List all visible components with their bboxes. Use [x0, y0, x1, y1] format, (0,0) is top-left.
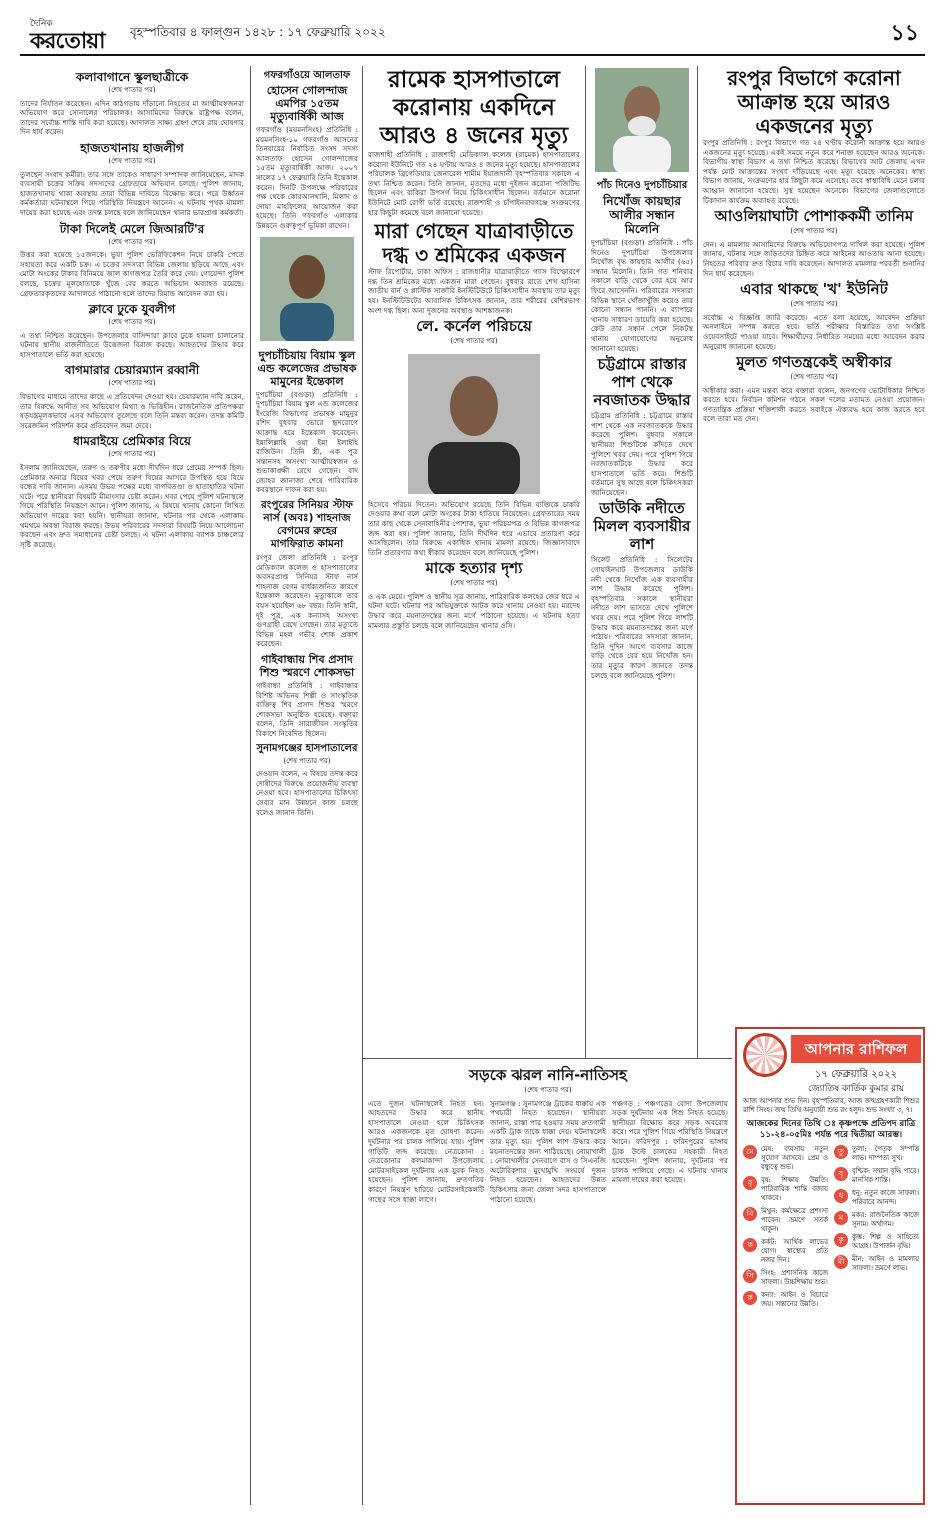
- zodiac-sign-entry: [743, 1291, 828, 1309]
- article-body: চট্টগ্রাম প্রতিনিধি : চট্টগ্রামে রাস্তার পাশ থেকে এক নবজাতককে উদ্ধার করেছে পুলিশ। বুধবার সকালে স্থানীয়রা শিশুটিকে কাঁদতে দেখে পুলিশে খবর দেয়। পরে পুলিশ গিয়ে নবজাতকটিকে উদ্ধার করে হাসপাতালে ভর্তি করে। শিশুটি বর্তমানে সুস্থ আছে বলে চিকিৎসকরা জানিয়েছেন।: [591, 411, 693, 497]
- article-body: দুপচাঁচিয়া (বগুড়া) প্রতিনিধি : পাঁচ দিনেও দুপচাঁচিয়া উপজেলার নিখোঁজ বৃদ্ধ কায়ছার আলীর (৬৫) সন্ধান মিলেনি। তিনি গত শনিবার সকালে বাড়ি থেকে বের হয়ে আর ফিরে আসেননি। পরিবারের সদস্যরা বিভিন্ন স্থানে খোঁজাখুঁজি করেও তার কোনো সন্ধান পাননি। এ ব্যাপারে থানায় সাধারণ ডায়েরি করা হয়েছে। কেউ তার সন্ধান পেলে নিকটস্থ থানায় যোগাযোগের অনুরোধ জানানো হয়েছে।: [591, 238, 693, 353]
- article-body: ও এক মেয়ে। পুলিশ ও স্থানীয় সূত্র জানায়, পারিবারিক কলহের জের ধরে এ ঘটনা ঘটে। ঘটনার পর অভিযুক্তকে আটক করে থানায় নেওয়া হয়। মরদেহ উদ্ধার করে ময়নাতদন্তের জন্য মর্গে পাঠানো হয়েছে। এ ঘটনায় হত্যা মামলার প্রস্তুতি চলছে বলে জানিয়েছেন থানার ওসি।: [368, 591, 580, 630]
- sign-column: [834, 1145, 919, 1313]
- zodiac-sign-icon: কু: [834, 1233, 848, 1247]
- zodiac-sign-icon: ক: [743, 1238, 757, 1252]
- zodiac-sign-text: সিংহ: প্রশাসনিক কাজে সাফল্য। উচ্চশিক্ষায় শুভ।: [761, 1269, 828, 1286]
- horoscope-body: [743, 1097, 919, 1313]
- article-body: হিসেবে পরিচয় দিতেন। অভিযোগ রয়েছে তিনি বিভিন্ন ব্যক্তিকে চাকরি দেওয়ার কথা বলে মোটা অংকের টাকা হাতিয়ে নিয়েছেন। গ্রেফতারের সময় তার কাছ থেকে সেনাবাহিনীর পোশাক, ভুয়া পরিচয়পত্র ও বিভিন্ন কাগজপত্র জব্দ করা হয়। পুলিশ জানায়, তিনি দীর্ঘদিন ধরে এভাবে প্রতারণা করে আসছিলেন। তার বিরুদ্ধে একাধিক থানায় মামলা রয়েছে। জিজ্ঞাসাবাদে তিনি প্রতারণার কথা স্বীকার করেছেন বলে জানিয়েছে পুলিশ।: [368, 499, 580, 557]
- zodiac-sign-icon: মে: [743, 1145, 757, 1159]
- zodiac-sign-entry: [743, 1176, 828, 1203]
- portrait-photo: [595, 68, 689, 172]
- portrait-photo: [260, 237, 354, 341]
- continued-note: (শেষ পাতার পর): [108, 156, 156, 165]
- continued-note: (শেষ পাতার পর): [283, 756, 331, 765]
- column-divider: [585, 66, 586, 1059]
- article-body: দুপচাঁচিয়া (বগুড়া) প্রতিনিধি : দুপচাঁচিয়া বিয়াম স্কুল এন্ড কলেজের ইংরেজি বিভাগের প্রভাষক মামুনুর রশিদ বুধবার ভোরে হৃদরোগে আক্রান্ত হয়ে ইন্তেকাল করেছেন। ইন্নালিল্লাহি ওয়া ইন্না ইলাইহি রাজিউন। তিনি স্ত্রী, এক পুত্র সন্তানসহ অসংখ্য আত্মীয়স্বজন ও শুভাকাঙ্ক্ষী রেখে গেছেন। বাদ জোহর জানাজা শেষে পারিবারিক কবরস্থানে দাফন করা হয়।: [256, 389, 358, 495]
- article-body: অস্বীকার করা। এমন মন্তব্য করে বক্তারা বলেন, জনগণের ভোটাধিকার নিশ্চিত করতে হবে। নির্বাচন কমিশন গঠনে সকল দলের মতামত নেওয়া প্রয়োজন। গণতান্ত্রিক প্রক্রিয়া শক্তিশালী করতে সবাইকে ঐক্যবদ্ধ হয়ে কাজ করতে হবে বলে তারা মত দেন।: [703, 385, 925, 424]
- photo-slot: [368, 350, 580, 500]
- zodiac-sign-text: মেষ: ব্যবসায় নতুন সুযোগ আসবে। প্রেম ও বন্ধুত্বে শুভ।: [761, 1145, 828, 1171]
- headline: রংপুরের সিনিয়র স্টাফ নার্স (অবঃ) শাহনাজ বেগমের রুহের মাগফিরাত কামনা: [261, 499, 353, 551]
- article-body: সিলেট প্রতিনিধি : সিলেটের গোয়াইনঘাট উপজেলার ডাউকি নদী থেকে নিখোঁজ এক ব্যবসায়ীর লাশ উদ্ধার করেছে পুলিশ। বৃহস্পতিবার সকালে স্থানীয়রা নদীতে লাশ ভাসতে দেখে পুলিশে খবর দেয়। পরে পুলিশ গিয়ে লাশটি উদ্ধার করে ময়নাতদন্তের জন্য মর্গে পাঠায়। পরিবারের সদস্যরা জানান, তিনি দুদিন আগে ব্যবসার কাজে বাড়ি থেকে বের হয়ে নিখোঁজ হন। তার মৃত্যুর কারণ জানতে তদন্ত চলছে বলে জানিয়েছে পুলিশ।: [591, 555, 693, 680]
- continued-note: (শেষ পাতার পর): [450, 337, 498, 346]
- headline: ক্লাবে ঢুকে যুবলীগ: [88, 302, 176, 317]
- headline: বাগমারার চেয়ারম্যান রব্বানী: [64, 363, 200, 378]
- article-body: সর্বোচ্চ এ বিজ্ঞপ্তি জারি করেছে। এতে বলা হয়েছে, আবেদন প্রক্রিয়া অনলাইনে সম্পন্ন করতে হবে। ভর্তি পরীক্ষার বিস্তারিত তথ্য সংশ্লিষ্ট ওয়েবসাইটে পাওয়া যাবে। শিক্ষার্থীদের নির্ধারিত সময়ের মধ্যে আবেদন করার অনুরোধ জানানো হয়েছে।: [703, 312, 925, 351]
- zodiac-sign-text: মিথুন: কর্মক্ষেত্রে প্রশংসা পাবেন। ভ্রমণে সতর্ক থাকুন।: [761, 1207, 828, 1233]
- zodiac-sign-icon: ধ: [834, 1189, 848, 1203]
- page-number: ১১: [890, 21, 919, 46]
- column-divider: [250, 66, 251, 1505]
- zodiac-sign-entry: [743, 1207, 828, 1234]
- headline: হাজতখানায় হাজলীগ: [80, 140, 184, 155]
- article-body: রংপুর জেলা প্রতিনিধি : রংপুর মেডিক্যাল কলেজ ও হাসপাতালের অবসরপ্রাপ্ত সিনিয়র স্টাফ নার্স শাহনাজ বেগম বার্ধক্যজনিত কারণে ইন্তেকাল করেছেন। মৃত্যুকালে তার বয়স হয়েছিল ৬৮ বছর। তিনি স্বামী, দুই পুত্র, এক কন্যাসহ অসংখ্য গুণগ্রাহী রেখে গেছেন। তার মৃত্যুতে বিভিন্ন মহল গভীর শোক প্রকাশ করেছেন।: [256, 553, 358, 649]
- zodiac-sign-icon: সি: [743, 1269, 757, 1283]
- headline: সড়কে ঝরল নানি-নাতিসহ: [469, 1066, 627, 1084]
- zodiac-sign-icon: ম: [834, 1211, 848, 1225]
- article-body: দেন। এ মামলায় আসামিদের বিরুদ্ধে অভিযোগপত্র দাখিল করা হয়েছে। পুলিশ জানায়, ঘটনার সঙ্গে জড়িতদের চিহ্নিত করে আইনের আওতায় আনা হয়েছে। নিহতের পরিবার দ্রুত বিচার দাবি করেছেন। আদালত মামলার পরবর্তী শুনানির দিন ধার্য করেছেন।: [703, 239, 925, 278]
- headline: মুলত গণতন্ত্রকেই অস্বীকার: [736, 353, 892, 372]
- headline-kicker: পাঁচ দিনেও দুপচাঁচিয়ার: [596, 180, 688, 191]
- logo-title: করতোয়া: [30, 29, 105, 54]
- zodiac-sign-icon: ক: [743, 1291, 757, 1305]
- article-body: স্টাফ রিপোর্টার, ঢাকা অফিস : রাজধানীর যাত্রাবাড়ীতে গ্যাস বিস্ফোরণে দগ্ধ তিন শ্রমিকের মধ্যে একজন মারা গেছেন। বুধবার রাতে শেখ হাসিনা জাতীয় বার্ন ও প্লাস্টিক সার্জারি ইনস্টিটিউটে চিকিৎসাধীন অবস্থায় তার মৃত্যু হয়। ইনস্টিটিউটের আবাসিক চিকিৎসক জানান, তার শরীরের বেশিরভাগ অংশ দগ্ধ ছিল। অন্য দুজনের অবস্থাও আশঙ্কাজনক।: [368, 267, 580, 315]
- horoscope-tithi: আজকের দিনের তিথি ঃ কৃষ্ণপক্ষে প্রতিপদ রাত্রি ১১-২৪-০৫মিঃ পর্যন্ত পরে দ্বিতীয়া আরম্ভ।: [746, 1119, 916, 1140]
- headline: নিখোঁজ কায়ছার আলীর সন্ধান মিলেনি: [603, 194, 681, 236]
- article-body: ইসলাম জানিয়েছেন, তরুণ ও তরুণীর মধ্যে দীর্ঘদিন ধরে প্রেমের সম্পর্ক ছিল। প্রেমিকার অন্যত্র বিয়ের খবর পেয়ে তরুণ বিয়ের আসরে উপস্থিত হয়ে বিয়ে বন্ধের দাবি জানান। এসময় উভয় পক্ষের মধ্যে বাগবিতণ্ডা ও হাতাহাতির ঘটনা ঘটে। পরে স্থানীয়রা বিষয়টি মীমাংসার চেষ্টা করেন। খবর পেয়ে পুলিশ ঘটনাস্থলে গিয়ে পরিস্থিতি নিয়ন্ত্রণে আনে। পুলিশ জানায়, এ বিষয়ে থানায় কোনো লিখিত অভিযোগ দায়ের করা হয়নি। স্থানীয়রা জানান, ঘটনার পর থেকে এলাকায় থমথমে অবস্থা বিরাজ করছে। উভয় পরিবারের সদস্যরা বিষয়টি নিয়ে আলোচনা করছেন এবং দ্রুত সমাধানের চেষ্টা চলছে। এ ঘটনা এলাকায় ব্যাপক চাঞ্চল্যের সৃষ্টি করেছে।: [20, 463, 244, 549]
- portrait-photo: [408, 354, 540, 494]
- zodiac-sign-icon: মী: [834, 1255, 848, 1269]
- zodiac-sign-icon: তু: [834, 1145, 848, 1159]
- column-local: [591, 66, 693, 1056]
- zodiac-sign-text: ধনু: নতুন কাজে সাফল্য। পরিবারে আনন্দ।: [852, 1189, 919, 1206]
- multi-column-body: [368, 1099, 728, 1207]
- continued-note: (শেষ পাতার পর): [108, 237, 156, 246]
- sign-grid: [743, 1145, 919, 1313]
- headline: চট্টগ্রামে রাস্তার পাশ থেকে নবজাতক উদ্ধার: [593, 355, 691, 410]
- headline: হোসেন গোলন্দাজ এমপির ১৫তম মৃত্যুবার্ষিকী আজ: [266, 84, 348, 123]
- section-rule: [362, 1058, 732, 1059]
- horoscope-box: [735, 1027, 925, 1505]
- zodiac-sign-entry: [834, 1255, 919, 1273]
- article-body: তুলছেন সংবাদ কর্মীরা। তার সঙ্গে তাকেও সাধারণ সম্পাদক জানিয়েছেন, মাদক ব্যবসায়ী চক্রের সক্রিয় সদস্যদের গ্রেফতারে অভিযান চলছে। পুলিশ জানায়, হাজতখানায় থাকা অবস্থায় তারা বিভিন্ন দাবিতে বিক্ষোভ করে। পরে উর্ধ্বতন কর্মকর্তারা ঘটনাস্থলে গিয়ে পরিস্থিতি নিয়ন্ত্রণে আনেন। এ ঘটনায় পৃথক মামলা দায়ের করা হয়েছে এবং তদন্ত চলছে বলে জানিয়েছেন থানার ভারপ্রাপ্ত কর্মকর্তা।: [20, 169, 244, 217]
- zodiac-sign-text: তুলা: পৈতৃক সম্পত্তি লাভ। দাম্পত্য সুখ।: [852, 1145, 919, 1162]
- lead-headline: রামেক হাসপাতালে করোনায় একদিনে আরও ৪ জনের মৃত্যু: [379, 67, 569, 149]
- zodiac-sign-text: মকর: রাজনৈতিক কাজে সুনাম। অর্থাগম।: [852, 1211, 919, 1228]
- masthead-rule: [20, 54, 925, 56]
- column-divider: [362, 66, 363, 1505]
- issue-date: বৃহস্পতিবার ৪ ফাল্গুন ১৪২৮ : ১৭ ফেব্রুয়ারি ২০২২: [130, 25, 386, 39]
- zodiac-sign-text: মীন: আইন ও মামলায় সাফল্য। ভ্রমণে লাভ।: [852, 1255, 919, 1272]
- masthead: [20, 10, 925, 60]
- article-body: রংপুর প্রতিনিধি : রংপুর বিভাগে গত ২৪ ঘণ্টায় করোনা আক্রান্ত হয়ে আরও একজনের মৃত্যু হয়েছে। একই সময়ে নতুন করে শনাক্ত হয়েছেন আরও অনেকে। বিভাগীয় স্বাস্থ্য বিভাগ এ তথ্য নিশ্চিত করেছে। বিভাগের আট জেলায় এখন পর্যন্ত মোট আক্রান্তের সংখ্যা দাঁড়িয়েছে এবং মৃত্যু হয়েছে অনেকের। স্বাস্থ্য বিভাগ জানায়, সংক্রমণের হার কিছুটা কমে এসেছে। তবে স্বাস্থ্যবিধি মেনে চলার আহ্বান জানানো হয়েছে। সুস্থ হয়েছেন অনেকে। বিভাগের জেলাগুলোতে টিকাদান কার্যক্রম অব্যাহত রয়েছে।: [703, 138, 925, 205]
- horoscope-date: ১৭ ফেব্রুয়ারি ২০২২: [814, 1069, 898, 1080]
- article-body: পঞ্চগড় : পঞ্চগড়ের বোদা উপজেলায় সড়ক দুর্ঘটনায় এক শিশু নিহত হয়েছে। স্থানীয়রা বিক্ষোভ করে সড়ক অবরোধ করে। পরে পুলিশ গিয়ে পরিস্থিতি নিয়ন্ত্রণে আনে। ফরিদপুর : ফরিদপুরের ভাঙ্গায় ট্রাক উল্টে চালকের সহকারী নিহত হয়েছেন। পুলিশ জানায়, দুর্ঘটনার পর চালক পালিয়ে গেছে। এ ঘটনায় থানায় মামলা দায়ের করা হয়েছে।: [612, 1098, 728, 1185]
- article-body: এতে দুজন ঘটনাস্থলেই নিহত হন। আহতদের উদ্ধার করে স্থানীয় হাসপাতালে নেওয়া হলে চিকিৎসক আরও একজনকে মৃত ঘোষণা করেন। দুর্ঘটনার পর চালক পালিয়ে যায়। পুলিশ গাড়িটি জব্দ করেছে। নেত্রকোনা : নেত্রকোনার কলমাকান্দা উপজেলায় মোটরসাইকেল দুর্ঘটনায় এক যুবক নিহত হয়েছেন। পুলিশ জানায়, দ্রুতগতির কারণে নিয়ন্ত্রণ হারিয়ে মোটরসাইকেলটি গাছের সঙ্গে ধাক্কা লাগে।: [368, 1098, 484, 1204]
- horoscope-title: আপনার রাশিফল: [791, 1035, 921, 1063]
- zodiac-sign-entry: [834, 1145, 919, 1163]
- zodiac-sign-entry: [834, 1211, 919, 1229]
- headline: ধামরাইয়ে প্রেমিকার বিয়ে: [73, 434, 191, 449]
- article-body: সুনামগঞ্জ : সুনামগঞ্জে ট্রাকের ধাক্কায় এক পথচারী নিহত হয়েছেন। স্থানীয়রা জানান, রাস্তা পার হওয়ার সময় দ্রুতগামী একটি ট্রাক তাকে ধাক্কা দেয়। ঘটনাস্থলেই তার মৃত্যু হয়। পুলিশ লাশ উদ্ধার করে ময়নাতদন্তের জন্য পাঠিয়েছে। নোয়াখালী : নোয়াখালীর সেনবাগে বাস ও সিএনজি অটোরিকশার মুখোমুখি সংঘর্ষে দুজন নিহত হয়েছেন। আহতদের উন্নত চিকিৎসার জন্য জেলা সদর হাসপাতালে পাঠানো হয়েছে।: [490, 1098, 606, 1204]
- article-body: রাজশাহী প্রতিনিধি : রাজশাহী মেডিক্যাল কলেজ (রামেক) হাসপাতালের করোনা ইউনিটে গত ২৪ ঘণ্টায় আরও ৪ জনের মৃত্যু হয়েছে। হাসপাতালের পরিচালক ব্রিগেডিয়ার জেনারেল শামীম ইয়াজদানী বৃহস্পতিবার সকালে এ তথ্য নিশ্চিত করেন। তিনি জানান, মৃতদের মধ্যে দুইজন করোনা পজিটিভ ছিলেন এবং বাকিরা উপসর্গ নিয়ে চিকিৎসাধীন ছিলেন। বর্তমানে করোনা ইউনিটে মোট রোগী ভর্তি রয়েছে। রাজশাহী ও চাঁপাইনবাবগঞ্জে সংক্রমণের হার কিছুটা কমেছে বলে জানানো হয়েছে।: [368, 150, 580, 217]
- zodiac-sign-entry: [834, 1189, 919, 1207]
- continued-note: (শেষ পাতার পর): [108, 450, 156, 459]
- sign-column: [743, 1145, 828, 1313]
- continued-note: (শেষ পাতার পর): [108, 318, 156, 327]
- zodiac-sign-text: কন্যা: আইন ও বিচারে জয়। সন্তানের উন্নতি।: [761, 1291, 828, 1308]
- article-body: বিভাগের মাধ্যমে তাদের কাছে এ প্রতিবেদন দেওয়া হয়। চেয়ারম্যান দাবি করেন, তার বিরুদ্ধে আনীত সব অভিযোগ মিথ্যা ও ভিত্তিহীন। রাজনৈতিক প্রতিপক্ষরা ষড়যন্ত্রমূলকভাবে এসব অভিযোগ তুলেছে বলে তিনি মন্তব্য করেন। তদন্ত কমিটি সরেজমিন পরিদর্শন করে প্রতিবেদন জমা দেবে।: [20, 392, 244, 430]
- headline: গাইবান্ধায় শিব প্রসাদ শিশু স্মরণে শোকসভা: [259, 653, 355, 679]
- zodiac-sign-icon: মি: [743, 1207, 757, 1221]
- zodiac-sign-icon: বৃ: [834, 1167, 848, 1181]
- headline: আওলিয়াঘাটা পোশাককর্মী তানিম: [714, 207, 914, 226]
- headline: সুনামগঞ্জের হাসপাতালের: [256, 742, 358, 754]
- zodiac-sign-text: বৃষ: শিক্ষায় উন্নতি। পারিবারিক শান্তি বজায় থাকবে।: [761, 1176, 828, 1202]
- headline: কলাবাগানে স্কুলছাত্রীকে: [75, 70, 189, 84]
- article-body: তাদের নির্যাতন করেছেন। এদিন কাঠগড়ায় দাঁড়ানো নিহতের মা আত্মীয়স্বজনরা অভিযোগ করে সোনালের পরিচালক। আসামিদের বিরুদ্ধে রাষ্ট্রপক্ষ বলেন, তাদের সর্বোচ্চ শাস্তি দাবি করা হয়েছে। আদালত সাক্ষ্য গ্রহণ শেষে রায় ঘোষণার দিন ধার্য করেন।: [20, 98, 244, 137]
- headline: মাকে হত্যার দৃশ্য: [425, 559, 523, 578]
- column-left: [20, 66, 244, 1506]
- column-divider: [697, 66, 698, 1059]
- zodiac-wheel-icon: [743, 1033, 787, 1077]
- column-obituaries: [256, 66, 358, 1506]
- continued-note: (শেষ পাতার পর): [790, 373, 838, 382]
- headline: লে. কর্নেল পরিচয়ে: [416, 317, 532, 336]
- zodiac-sign-icon: বৃ: [743, 1176, 757, 1190]
- photo-slot: [591, 66, 693, 176]
- article-body: গাইবান্ধা প্রতিনিধি : গাইবান্ধার বিশিষ্ট অভিনয় শিল্পী ও সাংস্কৃতিক ব্যক্তিত্ব শিব প্রসাদ শিশুর স্মরণে শোকসভা অনুষ্ঠিত হয়েছে। বক্তারা বলেন, তিনি সারাজীবন সংস্কৃতির বিকাশে নিবেদিত ছিলেন।: [256, 681, 358, 738]
- headline: টাকা দিলেই মেলে জিআরটি'র: [59, 221, 205, 236]
- article-body: উত্তর করা হয়েছে ১৫জনকে। ভুয়া পুলিশ ভেরিফিকেশন নিয়ে চাকরি পেতে সহায়তা করে একটি চক্র। এ চক্রের সদস্যরা বিভিন্ন জেলায় ছড়িয়ে আছে এবং মোটা অংকের টাকার বিনিময়ে জাল কাগজপত্র তৈরি করে দেয়। গোয়েন্দা পুলিশ বলছে, চক্রের মূলহোতাকে খুঁজে বের করতে অভিযান অব্যাহত রয়েছে। গ্রেফতারকৃতদের আদালতে পাঠানো হলে তাদের রিমান্ড আবেদন করা হয়।: [20, 250, 244, 298]
- headline: রংপুর বিভাগে করোনা আক্রান্ত হয়ে আরও একজনের মৃত্যু: [727, 66, 901, 138]
- continued-note: (শেষ পাতার পর): [450, 579, 498, 588]
- zodiac-sign-entry: [743, 1238, 828, 1265]
- zodiac-sign-text: কুম্ভ: শিল্প ও সাহিত্যে আগ্রহ। উপার্জন বৃদ্ধি।: [852, 1233, 919, 1250]
- headline-kicker: গফরগাঁওয়ে আলতাফ: [263, 70, 351, 81]
- headline: দুপচাঁচিয়ায় বিয়াম স্কুল এন্ড কলেজের প্রভাষক মামুনের ইন্তেকাল: [257, 348, 357, 388]
- continued-note: (শেষ পাতার পর): [790, 300, 838, 309]
- article-body: দেওয়ান বলেন, এ বিষয়ে তদন্ত করে দোষীদের বিরুদ্ধে প্রয়োজনীয় ব্যবস্থা নেওয়া হবে। হাসপাতালের চিকিৎসা সেবার মান উন্নয়নে কাজ চলছে বলেও জানান তিনি।: [256, 769, 358, 817]
- column-center: [368, 66, 580, 1056]
- continued-note: (শেষ পাতার পর): [108, 86, 156, 94]
- continued-note: (শেষ পাতার পর): [524, 1086, 572, 1094]
- newspaper-logo: [30, 16, 122, 56]
- column-right: [703, 66, 925, 1022]
- article-body: গফরগাঁও (ময়মনসিংহ) প্রতিনিধি : ময়মনসিংহ-১০ গফরগাঁও আসনের তিনবারের নির্বাচিত সংসদ সদস্য আলতাফ হোসেন গোলন্দাজের ১৫তম মৃত্যুবার্ষিকী আজ। ২০০৭ সালের ১৭ ফেব্রুয়ারি তিনি ইন্তেকাল করেন। দিনটি উপলক্ষে পরিবারের পক্ষ থেকে কোরআনখানি, মিলাদ ও দোয়া মাহফিলের আয়োজন করা হয়েছে। তিনি গফরগাঁও এলাকার উন্নয়নে গুরুত্বপূর্ণ ভূমিকা রাখেন।: [256, 125, 358, 230]
- logo-small-text: দৈনিক: [30, 19, 53, 29]
- continued-note: (শেষ পাতার পর): [790, 227, 838, 236]
- zodiac-sign-text: বৃশ্চিক: সম্মান বৃদ্ধি পাবে। মানসিক শান্তি।: [852, 1167, 919, 1184]
- horoscope-author: জ্যোতিষ কার্তিক কুমার রায়: [807, 1084, 905, 1094]
- zodiac-sign-entry: [834, 1167, 919, 1185]
- zodiac-sign-entry: [743, 1145, 828, 1172]
- zodiac-sign-entry: [743, 1269, 828, 1287]
- headline: মারা গেছেন যাত্রাবাড়ীতে দগ্ধ ৩ শ্রমিকের একজন: [374, 219, 574, 268]
- headline: ডাউকি নদীতে মিলল ব্যবসায়ীর লাশ: [593, 499, 691, 554]
- photo-slot: [256, 233, 358, 345]
- road-accident-section: [368, 1064, 728, 1506]
- headline: এবার থাকছে 'খ' ইউনিট: [740, 280, 888, 299]
- zodiac-sign-entry: [834, 1233, 919, 1251]
- continued-note: (শেষ পাতার পর): [108, 379, 156, 388]
- article-body: এ তথ্য নিশ্চিত করেছেন। উপজেলার বাসিন্দারা ক্লাবে ঢুকে হামলা চালানোর ঘটনায় স্থানীয় রাজনীতিতে উত্তেজনা বিরাজ করছে। আহতদের উদ্ধার করে হাসপাতালে ভর্তি করা হয়েছে।: [20, 330, 244, 359]
- zodiac-sign-text: কর্কট: আর্থিক লাভের যোগ। স্বাস্থ্যের প্রতি নজর দিন।: [761, 1238, 828, 1264]
- horoscope-intro: আজ আপনার শুভ দিন। বৃহস্পতিবার, আজ জন্মগ্রহণকারী শিশুর রাশি সিংহ। জন্ম তিথি অনুযায়ী শুভ রং হলুদ। শুভ সংখ্যা ৩, ৭।: [743, 1097, 919, 1114]
